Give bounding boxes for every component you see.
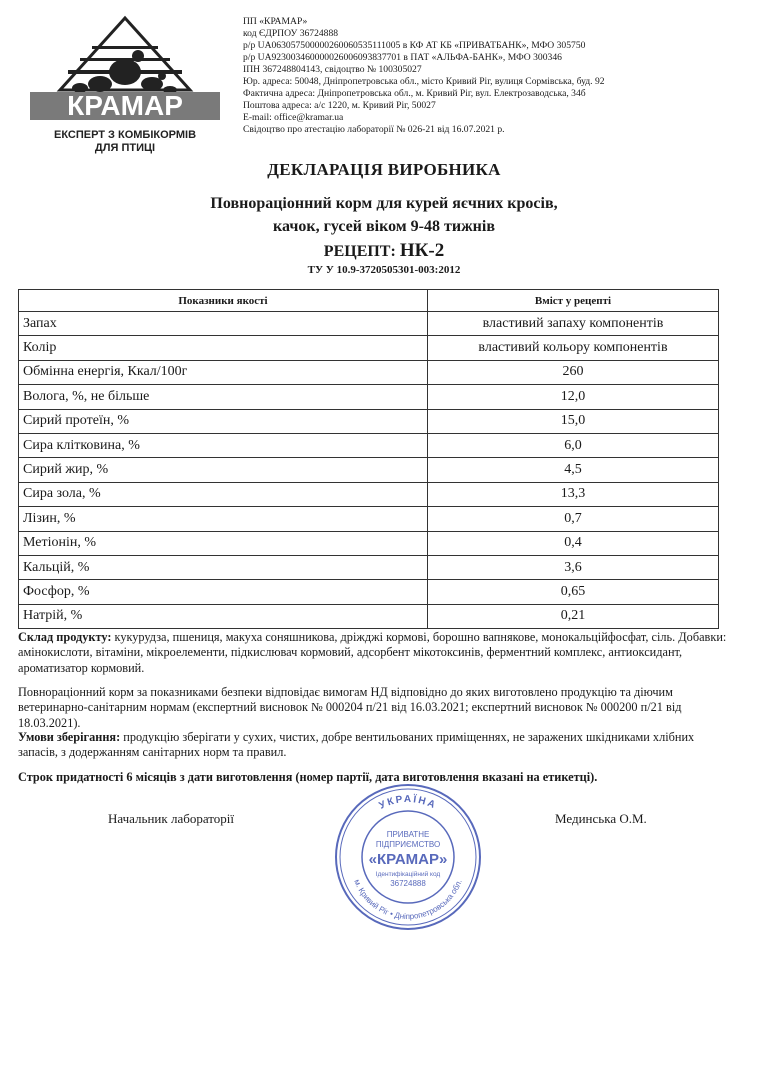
- indicator-name: Сирий жир, %: [19, 458, 428, 482]
- indicator-value: 0,7: [428, 507, 719, 531]
- subtitle-line-1: Повнораціонний корм для курей яєчних кросів,: [210, 195, 558, 212]
- composition-text: кукурудза, пшениця, макуха соняшникова, дріжджі кормові, борошно вапнякове, монокальційфосфат, сіль. Добавки: амінокислоти, вітаміни, мікроелементи, підкислювач кормовий, адсорбент мікотоксинів, ферментний комплекс, антиоксидант, ароматизатор кормовий.: [18, 630, 727, 675]
- indicator-name: Сирий протеїн, %: [19, 409, 428, 433]
- indicator-value: 4,5: [428, 458, 719, 482]
- signatory-name: Мединська О.М.: [555, 811, 647, 826]
- req-line: ПП «КРАМАР»: [243, 16, 308, 27]
- indicator-name: Кальцій, %: [19, 555, 428, 579]
- storage-label: Умови зберігання:: [18, 730, 121, 744]
- indicator-name: Сира клітковина, %: [19, 433, 428, 457]
- recipe-label: РЕЦЕПТ:: [323, 243, 396, 260]
- header-indicator: Показники якості: [19, 290, 428, 312]
- req-line: код ЄДРПОУ 36724888: [243, 28, 339, 39]
- stamp-id: 36724888: [390, 879, 426, 888]
- indicator-value: 12,0: [428, 385, 719, 409]
- req-line: р/р UA923003460000026006093837701 в ПАТ «АЛЬФА-БАНК», МФО 300346: [243, 52, 562, 63]
- stamp-ring-text: м. Кривий Ріг • Дніпропетровська обл.: [352, 878, 464, 922]
- indicator-name: Сира зола, %: [19, 482, 428, 506]
- indicator-name: Вологa, %, не більше: [19, 385, 428, 409]
- header-content: Вміст у рецепті: [428, 290, 719, 312]
- indicator-value: 0,21: [428, 604, 719, 628]
- table-row: [19, 360, 719, 384]
- company-requisites: [243, 16, 605, 136]
- indicator-value: властивий запаху компонентів: [428, 312, 719, 336]
- table-header-row: [19, 290, 719, 312]
- stamp-type-2: ПІДПРИЄМСТВО: [375, 840, 441, 849]
- table-row: [19, 555, 719, 579]
- company-stamp: [333, 782, 483, 932]
- table-row: [19, 507, 719, 531]
- table-row: [19, 482, 719, 506]
- shelf-life-note: Строк придатності 6 місяців з дати виготовлення (номер партії, дата виготовлення вказані на етикетці).: [18, 770, 598, 784]
- indicator-value: 0,4: [428, 531, 719, 555]
- indicator-value: 260: [428, 360, 719, 384]
- stamp-type-1: ПРИВАТНЕ: [386, 830, 430, 839]
- indicator-name: Обмінна енергія, Ккал/100г: [19, 360, 428, 384]
- indicator-name: Фосфор, %: [19, 580, 428, 604]
- indicator-value: 15,0: [428, 409, 719, 433]
- indicator-value: 3,6: [428, 555, 719, 579]
- stamp-id-label: Ідентифікаційний код: [375, 871, 441, 878]
- indicator-value: 6,0: [428, 433, 719, 457]
- table-row: [19, 604, 719, 628]
- recipe-line: [0, 240, 768, 262]
- storage-paragraph: [18, 730, 734, 761]
- recipe-code: НК-2: [399, 240, 445, 261]
- lab-head-title: Начальник лабораторії: [108, 811, 234, 826]
- composition-paragraph: [18, 630, 734, 676]
- indicator-value: 13,3: [428, 482, 719, 506]
- indicator-name: Лізин, %: [19, 507, 428, 531]
- req-line: E-mail: office@kramar.ua: [243, 112, 344, 123]
- safety-paragraph: Повнораціонний корм за показниками безпеки відповідає вимогам НД відповідно до яких виготовлено продукцію та діючим ветеринарно-санітарним нормам (експертний висновок № 000204 п/21 від 16.03.2021; експертний висновок № 000200 п/21 від 18.03.2021).: [18, 685, 682, 730]
- table-row: [19, 580, 719, 604]
- req-line: Свідоцтво про атестацію лабораторії № 026-21 від 16.07.2021 р.: [243, 124, 505, 135]
- table-row: [19, 336, 719, 360]
- subtitle-line-2: качок, гусей віком 9-48 тижнів: [273, 218, 495, 235]
- storage-text: продукцію зберігати у сухих, чистих, добре вентильованих приміщеннях, не заражених шкідниками хлібних запасів, з додержанням санітарних норм та правил.: [18, 730, 695, 760]
- req-line: ІПН 367248804143, свідоцтво № 100305027: [243, 64, 422, 75]
- indicator-value: властивий кольору компонентів: [428, 336, 719, 360]
- logo-tagline-1: ЕКСПЕРТ З КОМБІКОРМІВ: [53, 129, 197, 141]
- table-row: [19, 531, 719, 555]
- req-line: р/р UA063057500000260060535111005 в КФ АТ КБ «ПРИВАТБАНК», МФО 305750: [243, 40, 586, 51]
- document-title: ДЕКЛАРАЦІЯ ВИРОБНИКА: [267, 160, 501, 179]
- indicator-value: 0,65: [428, 580, 719, 604]
- kramar-logo: [20, 10, 230, 160]
- indicator-name: Метіонін, %: [19, 531, 428, 555]
- indicator-name: Запах: [19, 312, 428, 336]
- svg-text:УКРАЇНА: [377, 792, 438, 812]
- req-line: Юр. адреса: 50048, Дніпропетровська обл., місто Кривий Ріг, вулиця Сормівська, буд. 92: [243, 76, 605, 87]
- indicator-name: Колір: [19, 336, 428, 360]
- stamp-country: УКРАЇНА: [377, 793, 439, 812]
- quality-table: [18, 289, 719, 629]
- table-row: [19, 312, 719, 336]
- composition-label: Склад продукту:: [18, 630, 112, 644]
- tech-spec-code: ТУ У 10.9-3720505301-003:2012: [307, 264, 461, 276]
- stamp-name: «КРАМАР»: [368, 851, 448, 868]
- logo-tagline-2: ДЛЯ ПТИЦІ: [94, 142, 156, 154]
- table-row: [19, 385, 719, 409]
- indicator-name: Натрій, %: [19, 604, 428, 628]
- table-row: [19, 409, 719, 433]
- product-subtitle: [0, 192, 768, 238]
- logo-brand: КРАМАР: [67, 90, 183, 121]
- req-line: Фактична адреса: Дніпропетровська обл., м. Кривий Ріг, вул. Електрозаводська, 34б: [243, 88, 586, 99]
- req-line: Поштова адреса: а/с 1220, м. Кривий Ріг, 50027: [243, 100, 436, 111]
- table-row: [19, 458, 719, 482]
- table-row: [19, 433, 719, 457]
